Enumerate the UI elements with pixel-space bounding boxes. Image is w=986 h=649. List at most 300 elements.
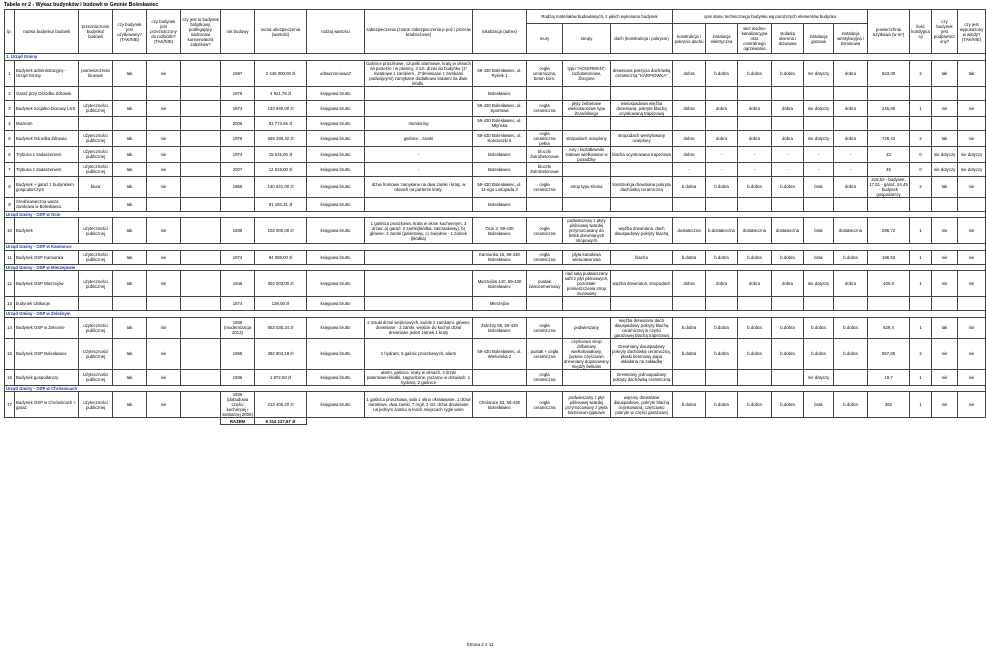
cell-gaz: [804, 297, 834, 311]
cell-windy: nie: [958, 100, 986, 116]
cell-zabezp: 1 gaśnica proszkowa, krata w oknie kuchennym, 3 drzwi: a) garaż- 2 zamki(kłódka, zatrzaskowy), b) główne- 2 zamki (patentowy, c) zwiędnie - 1 zamek (kłódka): [365, 218, 473, 244]
summary-row: [5, 418, 986, 425]
cell-dach: [611, 116, 673, 130]
cell-rozb: nie: [147, 130, 181, 146]
cell-rozb: [147, 116, 181, 130]
page-footer: Strona 2 z 11: [466, 642, 494, 647]
cell-dach: więźba drewniana dach dwuspadowy pokryty blachą ceramiczną w części garażowej blachą trapezową: [611, 317, 673, 338]
cell-dach: [611, 297, 673, 311]
cell-went: [834, 116, 868, 130]
cell-lp: 7: [5, 162, 15, 176]
cell-elektr: [706, 116, 738, 130]
cell-zabezp: alarm, gaśnice, kraty w oknach, 4 drzwi patentowe+kłódki, zagrodzone, pożarne w drzwiach, 1 hydrant, 2 gaśnice: [365, 369, 473, 385]
cell-went: [834, 197, 868, 211]
cell-uzyt: tak: [113, 369, 147, 385]
cell-mury: cegła ceramiczna: [527, 317, 563, 338]
header-rok: rok budowy: [221, 10, 255, 54]
cell-dach: [611, 86, 673, 100]
cell-gaz: brak: [804, 392, 834, 418]
cell-uzyt: [113, 297, 147, 311]
cell-elektr: dobra: [706, 130, 738, 146]
cell-lok: 59-430 Bolesławiec, ul. Sportowa: [473, 100, 527, 116]
cell-rodzaj: księgowa brutto: [307, 86, 365, 100]
cell-pow: [868, 86, 910, 100]
cell-wodkan: b.dobra: [738, 176, 772, 197]
cell-rodzaj: księgowa brutto: [307, 162, 365, 176]
cell-suma: 302 003,00 zł: [255, 271, 307, 297]
table-row: [5, 86, 986, 100]
cell-mury: pustak + cegła ceramiczna: [527, 338, 563, 369]
cell-kond: 2: [910, 176, 932, 197]
cell-lok: 59-430 Bolesławiec, ul. Młyńska: [473, 116, 527, 130]
cell-rok: 1936 (dobudowa części kuchennej i sanitarnej 2006): [222, 392, 253, 417]
cell-rodzaj: odtworzeniowa?: [307, 60, 365, 86]
header-wentylacyjna: instalacja wentylacyjna i kominowa: [834, 24, 868, 54]
cell-zab: [181, 369, 221, 385]
cell-suma: 4 921,75 zł: [255, 86, 307, 100]
cell-went: dobra: [834, 100, 868, 116]
cell-suma: 102 000,00 zł: [255, 218, 307, 244]
cell-went: [834, 297, 868, 311]
cell-konstr: b.dobra: [673, 250, 706, 264]
cell-uzyt: tak: [113, 392, 147, 418]
cell-stropy: rury i kształtowniki stalowe wielkowane w posadzkę: [563, 146, 611, 162]
cell-wodkan: [738, 297, 772, 311]
cell-elektr: b.dobra: [706, 250, 738, 264]
header-lp: lp.: [5, 10, 15, 54]
cell-piwn: [932, 86, 958, 100]
cell-stropy: [563, 297, 611, 311]
cell-zabezp: [365, 197, 473, 211]
cell-przezn: użyteczności publicznej: [79, 218, 113, 244]
cell-mury: bloczki żwirobetonowe: [527, 146, 563, 162]
cell-windy: nie: [958, 271, 986, 297]
cell-stropy: [563, 162, 611, 176]
cell-uzyt: tak: [113, 250, 147, 264]
table-row: [5, 297, 986, 311]
cell-pow: 557,65: [868, 338, 910, 369]
cell-zabezp: -: [365, 146, 473, 162]
cell-uzyt: tak: [113, 271, 147, 297]
cell-piwn: [932, 197, 958, 211]
cell-pow: 843,00: [868, 60, 910, 86]
cell-konstr: [673, 369, 706, 385]
cell-kond: 0: [910, 146, 932, 162]
cell-lp: 5: [5, 130, 15, 146]
cell-wodkan: [738, 86, 772, 100]
cell-stol: -: [772, 162, 804, 176]
cell-mury: cegła ceramiczna: [527, 218, 563, 244]
cell-uzyt: tak: [113, 60, 147, 86]
cell-zabezp: gaśnice , zamki: [365, 130, 473, 146]
section-label: 1. Urząd Gminy: [5, 54, 986, 61]
cell-windy: nie: [958, 338, 986, 369]
cell-zabezp: [365, 86, 473, 100]
cell-gaz: [804, 86, 834, 100]
cell-windy: nie: [958, 392, 986, 418]
cell-mury: [527, 297, 563, 311]
cell-przezn: Użyteczności publicznej: [79, 338, 113, 369]
cell-went: dobra: [834, 176, 868, 197]
cell-lp: 3: [5, 100, 15, 116]
cell-konstr: -: [673, 162, 706, 176]
cell-stol: b.dobra: [772, 176, 804, 197]
cell-kond: 2: [910, 60, 932, 86]
cell-lp: 17: [5, 392, 15, 418]
cell-elektr: dobra: [706, 100, 738, 116]
cell-stol: b.dobra: [772, 60, 804, 86]
cell-went: b.dobra: [834, 250, 868, 264]
cell-dach: [611, 162, 673, 176]
cell-wodkan: [738, 197, 772, 211]
cell-lok: Chrósnice 53, 59-430 Bolesławiec: [473, 392, 527, 418]
cell-elektr: [706, 369, 738, 385]
cell-elektr: b.dobra: [706, 317, 738, 338]
cell-zab: [181, 250, 221, 264]
table-row: [5, 250, 986, 264]
cell-dach: więźba drewniana, stropodach: [611, 271, 673, 297]
cell-piwn: nie: [932, 250, 958, 264]
cell-rodzaj: księgowa brutto: [307, 392, 365, 418]
cell-went: -: [834, 146, 868, 162]
cell-rodzaj: księgowa brutto: [307, 100, 365, 116]
cell-uzyt: [113, 116, 147, 130]
cell-dach: Drewniany dwuspadowy pokryty dachówką ceramiczną, płaski betonowy papa układana na zakładkę: [611, 338, 673, 369]
cell-windy: [958, 297, 986, 311]
cell-went: -: [834, 162, 868, 176]
cell-lp: 15: [5, 338, 15, 369]
cell-rok: 1946: [221, 271, 255, 297]
cell-mury: [527, 197, 563, 211]
header-wodkan: sieć wodno-kanalizacyjna oraz centralnego ogrzewania: [738, 24, 772, 54]
cell-rozb: nie: [147, 392, 181, 418]
cell-lok: Bolesławiec: [473, 146, 527, 162]
cell-zab: [181, 146, 221, 162]
cell-kond: 1: [910, 250, 932, 264]
cell-rodzaj: księgowa brutto: [307, 338, 365, 369]
cell-suma: 91 183,31 zł: [255, 197, 307, 211]
summary-spacer: [5, 418, 221, 425]
cell-mury: pustak żwirocementowy: [527, 271, 563, 297]
cell-konstr: [673, 197, 706, 211]
cell-przezn: biura: [79, 176, 113, 197]
cell-piwn: [932, 116, 958, 130]
cell-zabezp: 2 sztuki drzwi wejściowych, każde z zamkami, główne drewniane - 2 zamki, wejście do kuchni drzwi drewniane jeden zamek 1 kraty: [365, 317, 473, 338]
cell-suma: 139,00 zł: [255, 297, 307, 311]
cell-zabezp: [365, 100, 473, 116]
cell-mury: [527, 116, 563, 130]
cell-zabezp: drzwi frontowe zamykane na dwa zamki i kraty, w oknach na parterze kraty.: [365, 176, 473, 197]
cell-gaz: b.dobra: [804, 317, 834, 338]
cell-gaz: nie dotyczy: [804, 130, 834, 146]
cell-stol: dobra: [772, 271, 804, 297]
cell-zabezp: -: [365, 162, 473, 176]
cell-lp: 16: [5, 369, 15, 385]
cell-pow: 728,43: [868, 130, 910, 146]
summary-value: 6 314 127,67 zł: [255, 418, 307, 425]
cell-went: b.dobra: [834, 317, 868, 338]
cell-zab: [181, 176, 221, 197]
cell-uzyt: tak: [113, 338, 147, 369]
section-label: Urząd Gminy - OSP w Żeleźnym: [5, 311, 986, 318]
cell-suma: 2 445 000,00 zł: [255, 60, 307, 86]
table-row: [5, 218, 986, 244]
cell-rodzaj: księgowa brutto: [307, 176, 365, 197]
cell-wodkan: [738, 116, 772, 130]
cell-uzyt: tak: [113, 100, 147, 116]
cell-uzyt: tak: [113, 317, 147, 338]
cell-przezn: pomieszczenia biurowe: [79, 60, 113, 86]
cell-lp: 1: [5, 60, 15, 86]
cell-rok: 1974: [221, 100, 255, 116]
cell-mury: bloczki żwirobetonowe: [527, 162, 563, 176]
cell-stropy: stropodach ocieplony: [563, 130, 611, 146]
cell-went: [834, 86, 868, 100]
cell-stol: dobra: [772, 100, 804, 116]
cell-mury: cegła ceramiczna: [527, 250, 563, 264]
section-label: Urząd Gminy - OSP w Mierzejowie: [5, 264, 986, 271]
cell-stol: [772, 116, 804, 130]
cell-dach: stropodach wentylowany ocieplony: [611, 130, 673, 146]
cell-went: dobra: [834, 271, 868, 297]
cell-kond: [910, 86, 932, 100]
cell-windy: nie: [958, 317, 986, 338]
cell-lok: 59-430 Bolesławiec, ul. Wieluńska 2: [473, 338, 527, 369]
cell-gaz: nie dotyczy: [804, 60, 834, 86]
table-row: [5, 100, 986, 116]
cell-uzyt: tak: [113, 197, 147, 211]
cell-piwn: nie: [932, 369, 958, 385]
cell-dach: konstrukcja drewniana pokryta dachówką ceramiczną: [611, 176, 673, 197]
cell-rodzaj: księgowa brutto: [307, 297, 365, 311]
cell-lok: 59-430 Bolesławiec, ul. Rynek 1: [473, 60, 527, 86]
cell-gaz: nie dotyczy: [804, 369, 834, 385]
cell-rodzaj: księgowa brutto: [307, 218, 365, 244]
cell-konstr: b.dobra: [673, 176, 706, 197]
cell-kond: [910, 197, 932, 211]
cell-kond: 0: [910, 162, 932, 176]
header-zabytek: czy jest to budynek zabytkowy, podlegający nadzorowi konserwatora zabytków?: [181, 10, 221, 54]
header-elektryczna: instalacja elektryczna: [706, 24, 738, 54]
cell-suma: 15 231,00 zł: [255, 146, 307, 162]
cell-konstr: dobra: [673, 146, 706, 162]
table-row: [5, 271, 986, 297]
header-rozbiorka: czy budynek jest przeznaczony do rozbiórki? (TAK/NIE): [147, 10, 181, 54]
cell-lp: 12: [5, 271, 15, 297]
cell-stol: b.dobra: [772, 392, 804, 418]
cell-wodkan: b.dobra: [738, 317, 772, 338]
cell-uzyt: tak: [113, 218, 147, 244]
cell-pow: [868, 116, 910, 130]
cell-wodkan: b.dobra: [738, 60, 772, 86]
cell-gaz: [804, 197, 834, 211]
cell-kond: 1: [910, 218, 932, 244]
cell-nazwa: Budynek + garaż z budynkiem gospodarczym: [15, 176, 79, 197]
cell-pow: 45: [868, 162, 910, 176]
cell-dach: wielospadowa więźba drewniana, pokryte blachą ocynkowaną trapezową: [611, 100, 673, 116]
cell-nazwa: Budynek Ośrodka Zdrowia: [15, 130, 79, 146]
cell-elektr: [706, 197, 738, 211]
cell-rok: [221, 197, 255, 211]
cell-nazwa: budynek Ubikacje: [15, 297, 79, 311]
cell-rozb: [147, 297, 181, 311]
cell-mury: cegła ceramiczna: [527, 392, 563, 418]
table-row: [5, 60, 986, 86]
cell-windy: nie: [958, 250, 986, 264]
cell-elektr: b.dostateczna: [706, 218, 738, 244]
cell-rodzaj: księgowa brutto: [307, 130, 365, 146]
cell-stropy: typu "ACKERMAN", żużlobetonowe, żbrojone: [563, 60, 611, 86]
cell-przezn: użyteczności publicznej: [79, 162, 113, 176]
header-podpiwniczony: czy budynek jest podpiwniczony?: [932, 10, 958, 54]
cell-wodkan: [738, 369, 772, 385]
cell-zab: [181, 297, 221, 311]
cell-piwn: nie: [932, 271, 958, 297]
cell-pow: [868, 197, 910, 211]
cell-pow: 219,53 - budynek, 17,51 - garaż, 24,49 - budynek gospodarczy: [869, 176, 908, 197]
cell-stropy: podwieszany: [563, 317, 611, 338]
cell-rok: 1965: [221, 338, 255, 369]
header-nazwa: nazwa budynku/ budowli: [15, 10, 79, 54]
header-dach: dach (konstrukcja i pokrycie): [611, 24, 673, 54]
cell-stropy: częściowo strop żelbetowy wielkokanałowy, pięknie częściowo drewniany dopasowany między belkami: [564, 338, 609, 369]
cell-zabezp: Gaśnice proszkowe, czujniki alarmowe, kraty w oknach na parterze i w piwnicy, 3 szt. drzwi do budynku (1* metalowe z zamkiem , 2*drewniane z zamkami podwójnymi) zamykane dodatkowo kratami na dwie kłódki.: [366, 60, 471, 86]
cell-rok: 1978: [221, 86, 255, 100]
cell-stropy: podwieszany z płyty pilśniowej twardej przymocowany do belek drewnianych stropowych: [563, 218, 611, 244]
cell-konstr: [673, 86, 706, 100]
cell-piwn: tak: [932, 60, 958, 86]
cell-piwn: tak: [932, 130, 958, 146]
cell-rok: 1936: [221, 369, 255, 385]
cell-suma: 81 773,56 zł: [255, 116, 307, 130]
cell-gaz: brak: [804, 176, 834, 197]
cell-zab: [181, 392, 221, 418]
cell-nazwa: Budynek OSP w Chrósnicach + garaż: [15, 392, 79, 418]
cell-przezn: użyteczności publicznej: [79, 392, 113, 418]
cell-zab: [181, 197, 221, 211]
cell-konstr: [673, 116, 706, 130]
cell-przezn: [79, 297, 113, 311]
cell-lok: Ocie 3, 59-430 Bolesławiec: [473, 218, 527, 244]
cell-zab: [181, 130, 221, 146]
cell-przezn: [79, 86, 113, 100]
cell-stol: [772, 197, 804, 211]
summary-label: RAZEM: [221, 418, 255, 425]
cell-rozb: nie: [147, 317, 181, 338]
cell-rodzaj: księgowa brutto: [307, 146, 365, 162]
cell-stropy: płyta kanałowa wielootworowa: [563, 250, 611, 264]
cell-zab: [181, 317, 221, 338]
cell-konstr: dostateczna: [673, 218, 706, 244]
header-stolarka: stolarka okienna i drzwiowa: [772, 24, 804, 54]
table-row: [5, 162, 986, 176]
cell-zabezp: [365, 271, 473, 297]
cell-rok: 2007: [221, 162, 255, 176]
cell-lok: [473, 369, 527, 385]
cell-mury: cegła ceramiczna, beton kom.: [527, 60, 563, 86]
table-row: [5, 338, 986, 369]
table-row: [5, 176, 986, 197]
cell-piwn: [932, 297, 958, 311]
cell-przezn: [79, 197, 113, 211]
cell-pow: 362: [868, 392, 910, 418]
cell-konstr: dobra: [673, 130, 706, 146]
cell-rok: 1978: [221, 130, 255, 146]
cell-stropy: płyty żelbetowe wielootworowe typu Żerańskiego: [563, 100, 611, 116]
cell-konstr: dobra: [673, 60, 706, 86]
cell-dach: blacha ocynkowana trapezowa: [611, 146, 673, 162]
cell-mury: cegła ceramiczna pełna: [527, 130, 563, 146]
cell-windy: [958, 116, 986, 130]
cell-piwn: tak: [932, 317, 958, 338]
cell-piwn: nie: [932, 218, 958, 244]
cell-przezn: użyteczności publicznej: [79, 130, 113, 146]
cell-kond: 2: [910, 130, 932, 146]
cell-pow: [868, 297, 910, 311]
cell-kond: 1: [910, 392, 932, 418]
cell-lp: 2: [5, 86, 15, 100]
cell-stropy: [563, 86, 611, 100]
cell-nazwa: Budynek gospodarczy: [15, 369, 79, 385]
cell-stol: dostateczna: [772, 218, 804, 244]
cell-nazwa: Budynek OSP Bolesławiec: [15, 338, 79, 369]
cell-lok: 59-430 Bolesławiec, ul. Kościuszki 6: [473, 130, 527, 146]
header-kondygnacje: ilość kondygnacji: [910, 10, 932, 54]
cell-stol: [772, 297, 804, 311]
cell-rozb: nie: [147, 100, 181, 116]
cell-suma: 133 940,00 zł: [255, 100, 307, 116]
summary-spacer: [307, 418, 986, 425]
cell-suma: 84 088,00 zł: [255, 250, 307, 264]
table-row: [5, 197, 986, 211]
cell-rozb: nie: [147, 162, 181, 176]
cell-lok: Bolesławiec: [473, 86, 527, 100]
cell-lp: 14: [5, 317, 15, 338]
cell-rodzaj: księgowa brutto: [307, 271, 365, 297]
cell-rok: 2006: [221, 116, 255, 130]
section-label: Urząd Gminy - OSP w Ocie: [5, 211, 986, 218]
cell-lp: 10: [5, 218, 15, 244]
cell-elektr: [706, 86, 738, 100]
cell-gaz: -: [804, 162, 834, 176]
cell-rozb: nie: [147, 176, 181, 197]
cell-piwn: nie: [932, 338, 958, 369]
cell-gaz: -: [804, 146, 834, 162]
cell-kond: 1: [910, 100, 932, 116]
cell-rodzaj: księgowa brutto: [307, 250, 365, 264]
cell-nazwa: Muzeum: [15, 116, 79, 130]
cell-rozb: [147, 197, 181, 211]
cell-przezn: użyteczności publicznej: [79, 271, 113, 297]
cell-przezn: Użyteczności publicznej: [79, 369, 113, 385]
table-row: [5, 130, 986, 146]
cell-lok: Bolesławiec: [473, 162, 527, 176]
table-row: [5, 392, 986, 418]
header-konstrukcja: konstrukcja i pokrycie dachu: [673, 24, 706, 54]
cell-went: [834, 369, 868, 385]
cell-lp: 13: [5, 297, 15, 311]
cell-suma: 663 035,34 zł: [255, 317, 307, 338]
cell-lp: 9: [5, 197, 15, 211]
cell-rok: 1974: [221, 297, 255, 311]
cell-konstr: [673, 297, 706, 311]
cell-windy: nie: [958, 218, 986, 244]
cell-uzyt: [113, 86, 147, 100]
cell-gaz: nie dotyczy: [804, 271, 834, 297]
cell-went: dobra: [834, 60, 868, 86]
cell-wodkan: dostateczna: [738, 218, 772, 244]
cell-pow: 196,53: [868, 250, 910, 264]
